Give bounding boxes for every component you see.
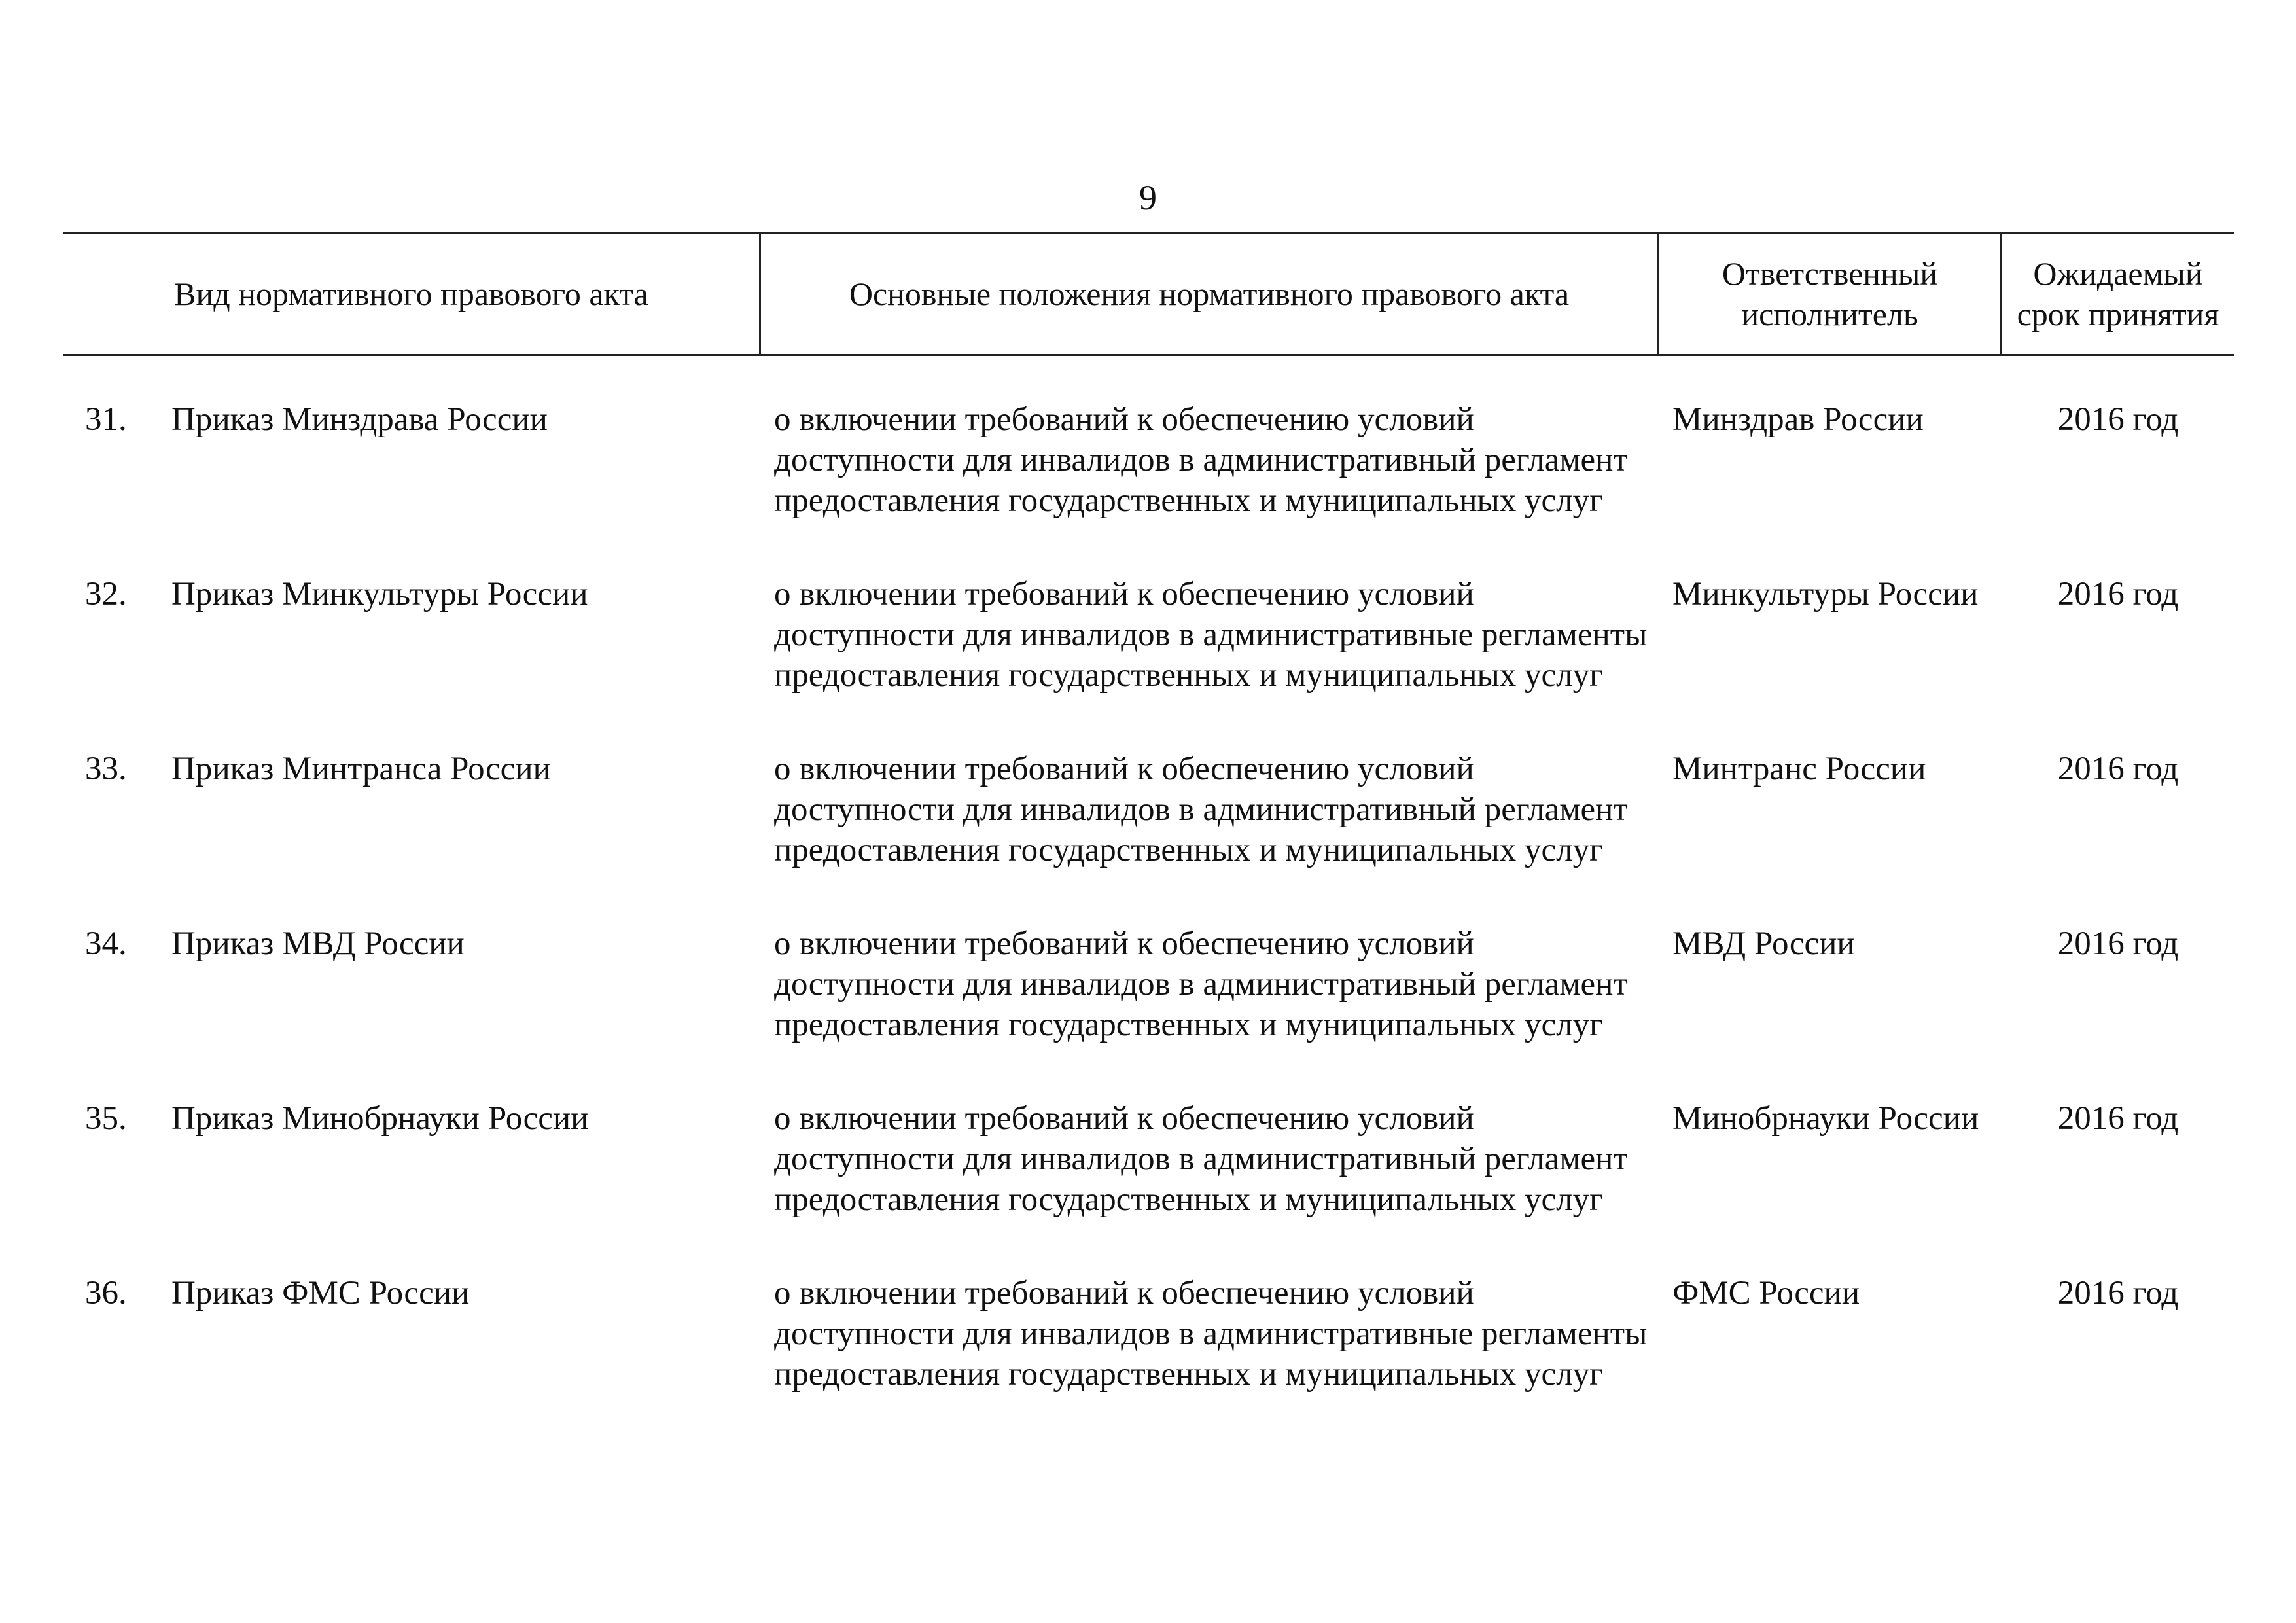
row-number: 35. xyxy=(85,1100,127,1137)
row-term: 2016 год xyxy=(2057,1275,2179,1311)
row-content: о включении требований к обеспечению условий доступности для инвалидов в административный регламент предоставления государственных и муниципальных услуг xyxy=(774,925,1628,1043)
row-responsible: Минтранс России xyxy=(1672,751,1926,787)
table-header-rule xyxy=(63,354,2234,356)
table-row xyxy=(0,567,2296,742)
row-act-type: Приказ Минкультуры России xyxy=(171,576,588,613)
page-number: 9 xyxy=(1139,178,1157,217)
row-content: о включении требований к обеспечению условий доступности для инвалидов в административные регламенты предоставления государственных и муниципальных услуг xyxy=(774,1275,1648,1393)
row-term: 2016 год xyxy=(2057,576,2179,613)
row-number: 31. xyxy=(85,401,127,438)
row-act-type: Приказ МВД России xyxy=(171,925,465,962)
row-term: 2016 год xyxy=(2057,925,2179,962)
row-responsible: МВД России xyxy=(1672,925,1855,962)
row-content: о включении требований к обеспечению условий доступности для инвалидов в административный регламент предоставления государственных и муниципальных услуг xyxy=(774,751,1628,868)
row-term: 2016 год xyxy=(2057,401,2179,438)
row-act-type: Приказ Минздрава России xyxy=(171,401,548,438)
row-content: о включении требований к обеспечению условий доступности для инвалидов в административные регламенты предоставления государственных и муниципальных услуг xyxy=(774,576,1648,694)
row-number: 32. xyxy=(85,576,127,613)
row-content: о включении требований к обеспечению условий доступности для инвалидов в административный регламент предоставления государственных и муниципальных услуг xyxy=(774,1100,1628,1218)
table-row xyxy=(0,1266,2296,1441)
table-row xyxy=(0,393,2296,567)
header-expected-term: Ожидаемый срок принятия xyxy=(2017,255,2219,332)
table-row xyxy=(0,1092,2296,1266)
row-term: 2016 год xyxy=(2057,1100,2179,1137)
row-number: 36. xyxy=(85,1275,127,1311)
row-responsible: Минобрнауки России xyxy=(1672,1100,1979,1137)
row-responsible: Минкультуры России xyxy=(1672,576,1979,613)
row-act-type: Приказ Минобрнауки России xyxy=(171,1100,589,1137)
header-main-provisions: Основные положения нормативного правового акта xyxy=(849,275,1570,312)
row-number: 33. xyxy=(85,751,127,787)
row-responsible: ФМС России xyxy=(1672,1275,1860,1311)
table-row xyxy=(0,917,2296,1092)
row-number: 34. xyxy=(85,925,127,962)
header-act-type: Вид нормативного правового акта xyxy=(174,275,648,312)
table-row xyxy=(0,742,2296,917)
header-responsible: Ответственный исполнитель xyxy=(1722,255,1938,332)
table-body xyxy=(0,393,2296,1441)
row-responsible: Минздрав России xyxy=(1672,401,1924,438)
row-act-type: Приказ ФМС России xyxy=(171,1275,470,1311)
row-content: о включении требований к обеспечению условий доступности для инвалидов в административный регламент предоставления государственных и муниципальных услуг xyxy=(774,401,1628,519)
row-term: 2016 год xyxy=(2057,751,2179,787)
row-act-type: Приказ Минтранса России xyxy=(171,751,551,787)
